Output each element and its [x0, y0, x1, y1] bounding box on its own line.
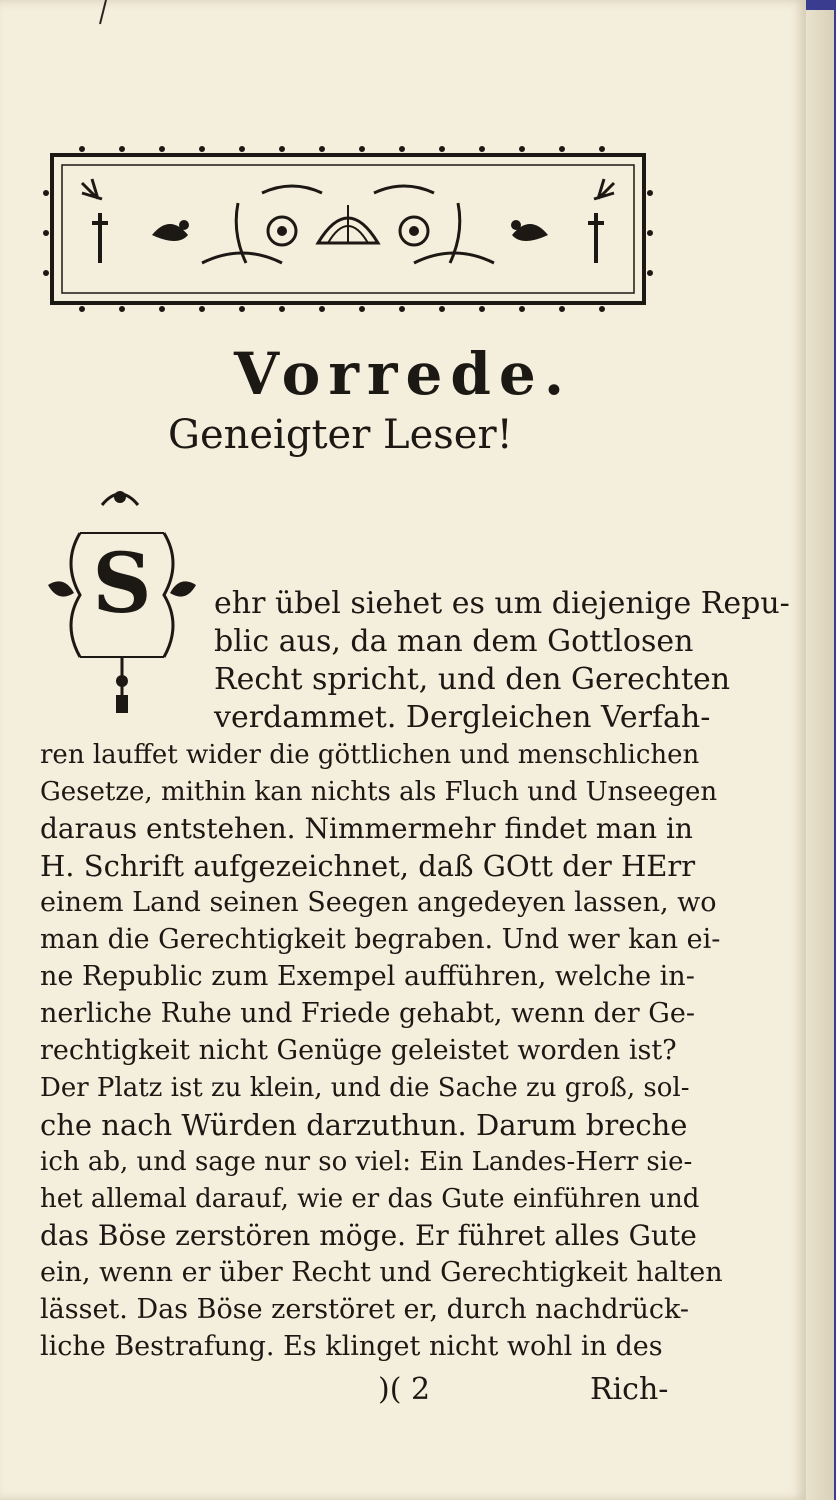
salutation: Geneigter Leser!: [168, 412, 513, 458]
text-line: verdammet. Dergleichen Verfah-: [214, 700, 711, 735]
text-line: man die Gerechtigkeit begraben. Und wer kan ei-: [40, 924, 721, 955]
text-line: H. Schrift aufgezeichnet, daß GOtt der HErr: [40, 849, 696, 883]
text-line: ehr übel siehet es um diejenige Repu-: [214, 586, 790, 621]
text-line: Recht spricht, und den Gerechten: [214, 662, 731, 697]
text-line: het allemal darauf, wie er das Gute einführen und: [40, 1184, 700, 1214]
margin-mark: [96, 0, 110, 26]
text-line: daraus entstehen. Nimmermehr findet man in: [40, 812, 693, 845]
text-line: liche Bestrafung. Es klinget nicht wohl in des: [40, 1331, 663, 1362]
text-line: das Böse zerstören möge. Er führet alles Gute: [40, 1219, 697, 1252]
text-line: Gesetze, mithin kan nichts als Fluch und Unseegen: [40, 777, 718, 807]
text-line: einem Land seinen Seegen angedeyen lassen, wo: [40, 887, 717, 918]
signature-mark: )( 2: [378, 1372, 431, 1407]
text-line: blic aus, da man dem Gottlosen: [214, 624, 694, 659]
page-title: Vorrede.: [233, 340, 573, 408]
text-line: ne Republic zum Exempel aufführen, welche in-: [40, 961, 695, 992]
page-edge: [806, 10, 834, 1500]
text-line: ich ab, und sage nur so viel: Ein Landes-Herr sie-: [40, 1147, 693, 1177]
text-line: nerliche Ruhe und Friede gehabt, wenn der Ge-: [40, 998, 695, 1029]
text-line: Der Platz ist zu klein, und die Sache zu groß, sol-: [40, 1073, 690, 1103]
catchword: Rich-: [590, 1372, 669, 1407]
text-line: che nach Würden darzuthun. Darum breche: [40, 1108, 688, 1142]
text-line: lässet. Das Böse zerstöret er, durch nachdrück-: [40, 1294, 689, 1325]
text-line: ren lauffet wider die göttlichen und menschlichen: [40, 740, 700, 770]
initial-letter: S: [92, 536, 152, 632]
text-line: ein, wenn er über Recht und Gerechtigkeit halten: [40, 1257, 723, 1288]
decorated-initial: [40, 485, 200, 720]
ornamental-header-border: [42, 143, 654, 315]
text-line: rechtigkeit nicht Genüge geleistet worden ist?: [40, 1035, 677, 1066]
